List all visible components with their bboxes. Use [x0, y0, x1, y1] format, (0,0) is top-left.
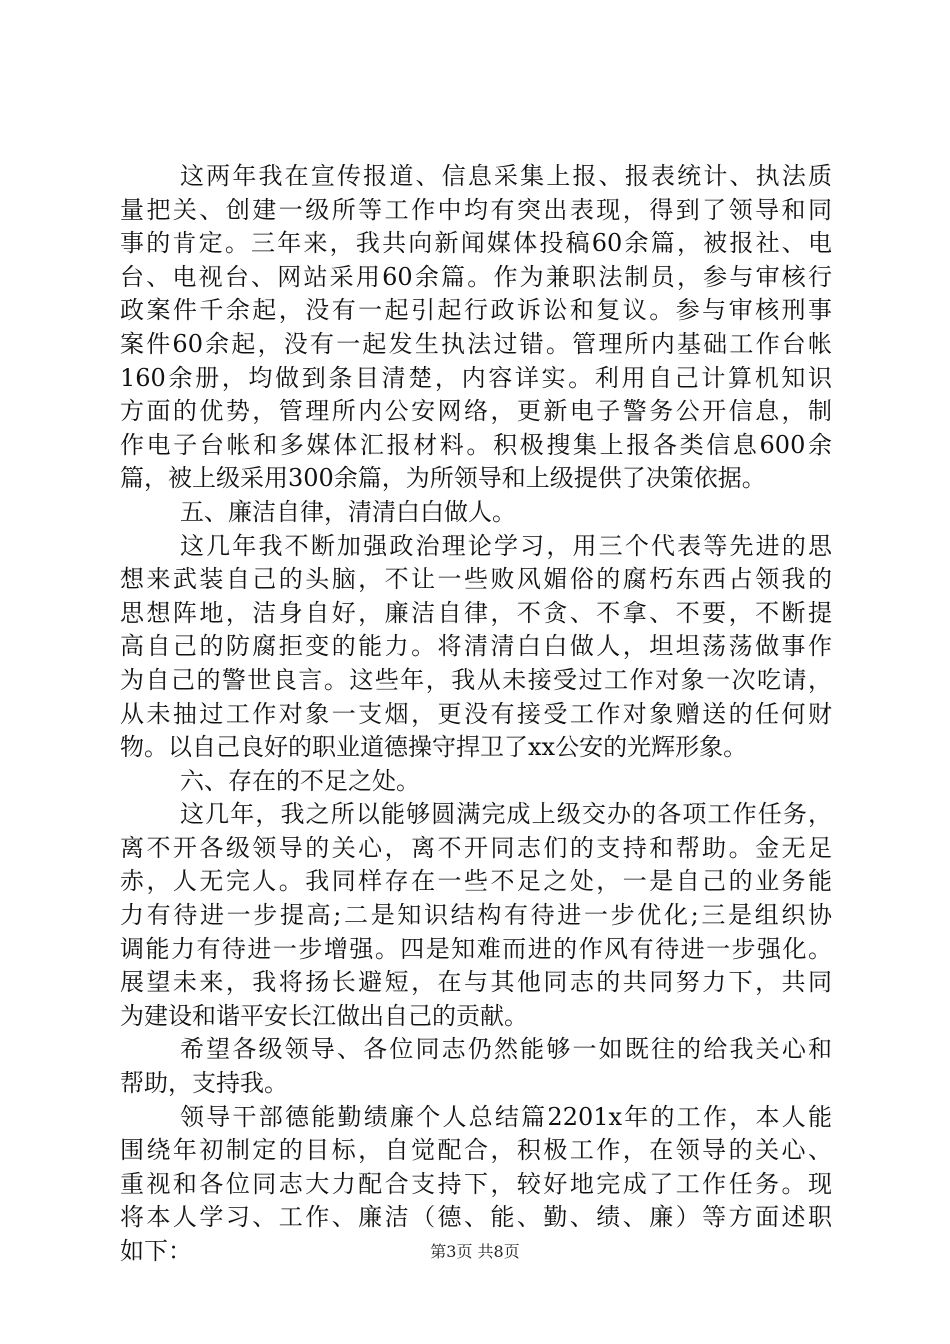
- paragraph-first-line: 这两年我在宣传报道、信息采集上报、报表统计、执法质: [180, 162, 832, 190]
- paragraph-first-line: 这几年，我之所以能够圆满完成上级交办的各项工作任务，: [180, 800, 832, 829]
- page-footer: 第3页 共8页: [430, 1242, 520, 1261]
- paragraph-line: 为自己的警世良言。这些年，我从未接受过工作对象一次吃请，: [120, 665, 832, 694]
- paragraph-line: 篇，被上级采用300余篇，为所领导和上级提供了决策依据。: [120, 464, 766, 493]
- paragraph-first-line: 六、存在的不足之处。: [180, 766, 420, 795]
- paragraph-line: 调能力有待进一步增强。四是知难而进的作风有待进一步强化。: [120, 934, 832, 963]
- paragraph-line: 将本人学习、工作、廉洁（德、能、勤、绩、廉）等方面述职: [120, 1203, 832, 1232]
- paragraph-line: 离不开各级领导的关心，离不开同志们的支持和帮助。金无足: [120, 833, 832, 862]
- paragraph-first-line: 希望各级领导、各位同志仍然能够一如既往的给我关心和: [180, 1035, 832, 1064]
- paragraph-line: 力有待进一步提高;二是知识结构有待进一步优化;三是组织协: [120, 901, 832, 930]
- paragraph-line: 高自己的防腐拒变的能力。将清清白白做人，坦坦荡荡做事作: [120, 632, 832, 661]
- paragraph-line: 事的肯定。三年来，我共向新闻媒体投稿60余篇，被报社、电: [120, 229, 832, 258]
- paragraph-line: 为建设和谐平安长江做出自己的贡献。: [120, 1001, 528, 1030]
- paragraph-line: 160余册，均做到条目清楚，内容详实。利用自己计算机知识: [120, 363, 832, 392]
- paragraph-line: 围绕年初制定的目标，自觉配合，积极工作，在领导的关心、: [120, 1136, 832, 1165]
- paragraph-first-line: 这几年我不断加强政治理论学习，用三个代表等先进的思: [180, 531, 832, 560]
- paragraph-line: 如下：: [120, 1237, 192, 1265]
- paragraph-line: 物。以自己良好的职业道德操守捍卫了xx公安的光辉形象。: [120, 733, 748, 762]
- paragraph-line: 展望未来，我将扬长避短，在与其他同志的共同努力下，共同: [120, 968, 832, 997]
- paragraph-first-line: 五、廉洁自律，清清白白做人。: [180, 497, 516, 526]
- paragraph-line: 赤，人无完人。我同样存在一些不足之处，一是自己的业务能: [120, 867, 832, 896]
- paragraph-first-line: 领导干部德能勤绩廉个人总结篇2201x年的工作，本人能: [180, 1102, 832, 1131]
- paragraph-line: 重视和各位同志大力配合支持下，较好地完成了工作任务。现: [120, 1169, 832, 1198]
- paragraph-line: 作电子台帐和多媒体汇报材料。积极搜集上报各类信息600余: [120, 430, 832, 459]
- paragraph-line: 量把关、创建一级所等工作中均有突出表现，得到了领导和同: [120, 195, 832, 224]
- document-body: [120, 160, 832, 1269]
- paragraph-line: 案件60余起，没有一起发生执法过错。管理所内基础工作台帐: [120, 329, 832, 358]
- paragraph-line: 想来武装自己的头脑，不让一些败风媚俗的腐朽东西占领我的: [120, 565, 832, 594]
- paragraph-line: 台、电视台、网站采用60余篇。作为兼职法制员，参与审核行: [120, 262, 832, 291]
- paragraph-line: 方面的优势，管理所内公安网络，更新电子警务公开信息，制: [120, 397, 832, 426]
- paragraph-line: 帮助，支持我。: [120, 1069, 288, 1098]
- paragraph-line: 从未抽过工作对象一支烟，更没有接受工作对象赠送的任何财: [120, 699, 832, 728]
- paragraph-line: 政案件千余起，没有一起引起行政诉讼和复议。参与审核刑事: [120, 296, 832, 325]
- paragraph-line: 思想阵地，洁身自好，廉洁自律，不贪、不拿、不要，不断提: [120, 598, 832, 627]
